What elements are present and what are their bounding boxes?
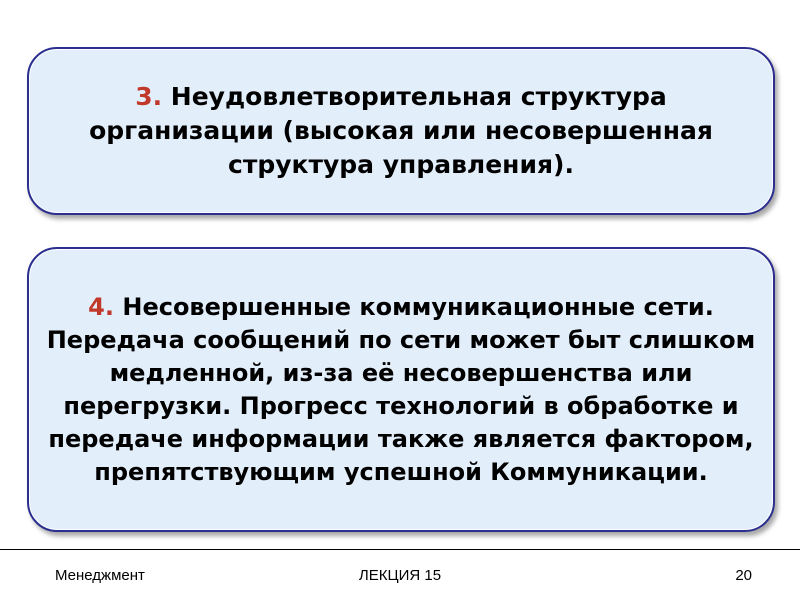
point-3-text: Неудовлетворительная структура организации (высокая или несовершенная структура управления). — [89, 82, 713, 179]
point-3-card — [27, 47, 775, 215]
point-4-content — [43, 291, 759, 489]
point-4-text: Несовершенные коммуникационные сети. Передача сообщений по сети может быт слишком медленной, из-за её несовершенства или перегрузки. Прогресс технологий в обработке и передаче информации также является фактором, препятствующим успешной Коммуникации. — [46, 292, 756, 486]
point-3-content — [69, 80, 733, 182]
footer-page-number: 20 — [735, 567, 752, 584]
point-4-card — [27, 247, 775, 532]
point-3-number: 3. — [135, 82, 163, 111]
footer-course-name: Менеджмент — [55, 567, 145, 584]
footer-lecture-label: ЛЕКЦИЯ 15 — [358, 567, 442, 584]
point-4-number: 4. — [88, 292, 114, 321]
footer-divider — [0, 549, 800, 550]
